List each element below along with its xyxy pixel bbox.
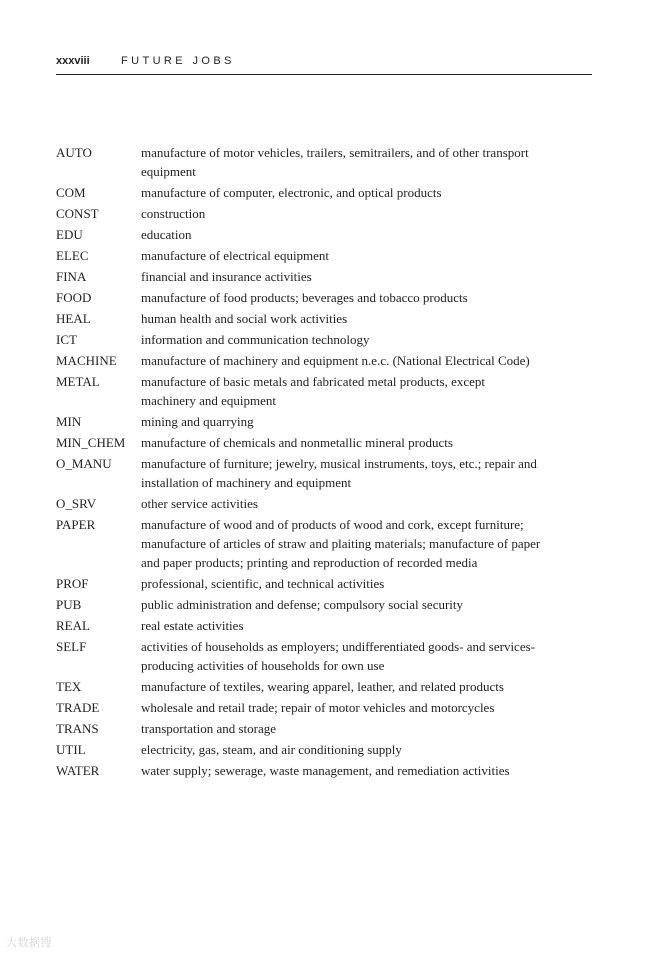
abbreviation-code: PUB <box>56 597 82 612</box>
abbreviation-code: FINA <box>56 269 87 284</box>
abbreviation-code: ELEC <box>56 248 89 263</box>
abbreviation-description: information and communication technology <box>141 332 370 347</box>
abbreviation-description: manufacture of food products; beverages and tobacco products <box>141 290 468 305</box>
abbreviation-row <box>56 372 556 410</box>
abbreviation-list <box>56 143 556 782</box>
running-title: FUTURE JOBS <box>121 55 235 67</box>
abbreviation-code: TRADE <box>56 700 100 715</box>
abbreviation-row <box>56 267 556 286</box>
abbreviation-description: transportation and storage <box>141 721 277 736</box>
abbreviation-description: manufacture of machinery and equipment n.e.c. (National Electrical Code) <box>141 353 530 368</box>
abbreviation-row <box>56 494 556 513</box>
abbreviation-code: TEX <box>56 679 82 694</box>
abbreviation-row <box>56 351 556 370</box>
abbreviation-description: manufacture of electrical equipment <box>141 248 330 263</box>
abbreviation-description: construction <box>141 206 206 221</box>
abbreviation-row <box>56 412 556 431</box>
abbreviation-description: real estate activities <box>141 618 244 633</box>
abbreviation-code: WATER <box>56 763 100 778</box>
abbreviation-row <box>56 183 556 202</box>
abbreviation-code: TRANS <box>56 721 99 736</box>
abbreviation-description: public administration and defense; compulsory social security <box>141 597 464 612</box>
abbreviation-description: manufacture of chemicals and nonmetallic mineral products <box>141 435 453 450</box>
abbreviation-code: O_MANU <box>56 456 112 471</box>
abbreviation-code: UTIL <box>56 742 86 757</box>
abbreviation-code: FOOD <box>56 290 92 305</box>
abbreviation-row <box>56 740 556 759</box>
abbreviation-description: manufacture of motor vehicles, trailers, semitrailers, and of other transport equipment <box>141 145 529 179</box>
abbreviation-description: mining and quarrying <box>141 414 254 429</box>
abbreviation-row <box>56 677 556 696</box>
abbreviation-description: manufacture of textiles, wearing apparel, leather, and related products <box>141 679 504 694</box>
abbreviation-row <box>56 515 556 572</box>
abbreviation-description: electricity, gas, steam, and air conditioning supply <box>141 742 402 757</box>
abbreviation-row <box>56 616 556 635</box>
abbreviation-code: MIN <box>56 414 82 429</box>
abbreviation-code: REAL <box>56 618 90 633</box>
abbreviation-row <box>56 288 556 307</box>
abbreviation-code: PROF <box>56 576 89 591</box>
page-number: xxxviii <box>56 55 90 67</box>
abbreviation-description: other service activities <box>141 496 258 511</box>
abbreviation-row <box>56 637 556 675</box>
abbreviation-description: water supply; sewerage, waste management, and remediation activities <box>141 763 510 778</box>
abbreviation-row <box>56 454 556 492</box>
abbreviation-description: manufacture of wood and of products of wood and cork, except furniture; manufacture of articles of straw and plaiting materials; manufacture of paper and paper products; printing and reproduction of recorded media <box>141 517 541 570</box>
abbreviation-code: SELF <box>56 639 87 654</box>
abbreviation-code: ICT <box>56 332 77 347</box>
abbreviation-description: professional, scientific, and technical activities <box>141 576 385 591</box>
abbreviation-description: manufacture of basic metals and fabricated metal products, except machinery and equipment <box>141 374 485 408</box>
abbreviation-code: EDU <box>56 227 83 242</box>
abbreviation-row <box>56 309 556 328</box>
abbreviation-description: activities of households as employers; undifferentiated goods- and services-producing activities of households for own use <box>141 639 535 673</box>
abbreviation-code: CONST <box>56 206 99 221</box>
abbreviation-code: MACHINE <box>56 353 117 368</box>
abbreviation-code: METAL <box>56 374 100 389</box>
running-header <box>56 52 592 75</box>
abbreviation-row <box>56 595 556 614</box>
abbreviation-row <box>56 433 556 452</box>
abbreviation-code: HEAL <box>56 311 91 326</box>
abbreviation-description: human health and social work activities <box>141 311 348 326</box>
abbreviation-row <box>56 204 556 223</box>
abbreviation-description: wholesale and retail trade; repair of motor vehicles and motorcycles <box>141 700 495 715</box>
abbreviation-row <box>56 330 556 349</box>
abbreviation-code: PAPER <box>56 517 96 532</box>
abbreviation-row <box>56 246 556 265</box>
abbreviation-description: manufacture of furniture; jewelry, musical instruments, toys, etc.; repair and installation of machinery and equipment <box>141 456 537 490</box>
abbreviation-row <box>56 225 556 244</box>
abbreviation-code: O_SRV <box>56 496 97 511</box>
abbreviation-code: COM <box>56 185 86 200</box>
watermark: 大数据搜 <box>6 936 52 949</box>
abbreviation-row <box>56 719 556 738</box>
abbreviation-code: MIN_CHEM <box>56 435 126 450</box>
abbreviation-row <box>56 143 556 181</box>
abbreviation-description: financial and insurance activities <box>141 269 312 284</box>
abbreviation-row <box>56 761 556 780</box>
abbreviation-row <box>56 574 556 593</box>
abbreviation-code: AUTO <box>56 145 92 160</box>
abbreviation-row <box>56 698 556 717</box>
abbreviation-description: manufacture of computer, electronic, and optical products <box>141 185 442 200</box>
abbreviation-description: education <box>141 227 192 242</box>
